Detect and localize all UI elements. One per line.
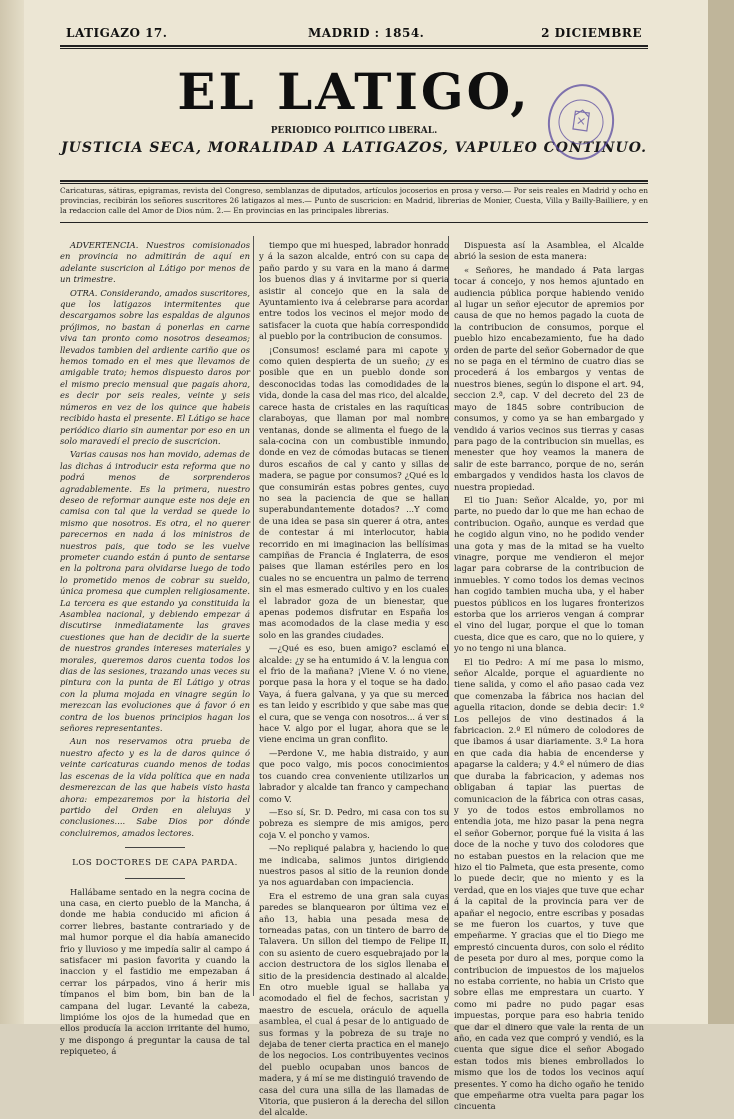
paragraph: « Señores, he mandado á Pata largas tocar á concejo, y nos hemos ajuntado en audiencia pública porque habiendo venido al lugar un señor ejecutor de apremios por causa de que no hemos pagado la cuota de la contribucion de consumos, porque el pueblo hizo encabezamiento, fue ha dado orden de parte del señor Gobernador de que no se paga en el término de cuatro dias se procederá á los embargos y ventas de nuestros bienes, según lo dispone el art. 94, seccion 2.ª, cap. V del decreto del 23 de mayo de 1845 sobre contribucion de consumos, y como ya se han embargado y vendido á varios vecinos sus tierras y casas para pago de la contribucion sin muellas, es menester que hoy veamos la manera de salir de este barranco, porque de no, serán embargados y vendidos hasta los clavos de nuestra propiedad.	[454, 264, 644, 492]
rule	[60, 180, 648, 182]
paragraph: El tio Pedro: A mí me pasa lo mismo, señor Alcalde, porque el aguardiente no tiene salida, y como el año pasao cada vez que comenzaba la fábrica nos hacian del aguella ritacion, donde se debia decir: 1.º Los pellejos de vino destinados á la fabricacion. 2.º El número de colodores de que ibamos á usar diariamente. 3.º La hora en que cada dia habia de encenderse y apagarse la caldera; y 4.º el número de dias que duraba la fabricacion, y ademas nos obligaban á tapiar las puertas de comunicacion de la fábrica con otras casas, y yo de todos estos embrollamos no entendia jota, me hizo pasar la pena negra el señor Gobernor, porque fué la visita á las doce de la noche y tuvo dos colodores que no estaban puestos en la relacion que me hizo el tio Palmeta, que esta presente, como lo puede decir, que no miento y es la verdad, que en los viajes que tuve que echar á la capital de la provincia para ver de apañar el negocio, entre escribas y posadas se me fueron los cuartos, y tuve que empeñarme. Y gracias que el tio Diego me emprestó cincuenta duros, con solo el rédito de peseta por duro al mes, porque como la contribucion de impuestos de los majuelos no estaba corriente, no habia un Cristo que sobre ellas me emprestara un cuarto. Y como mi padre no pudo pagar esas impuestas, porque para eso habria tenido que dar el dinero que vale la renta de un año, en cada vez que compró y vendió, es la cuenta que sigue dice el señor Abogado estan todos mis bienes embrollados lo mismo que los de todos los vecinos aquí presentes. Y como ha dicho ogaño he tenido que empeñarme otra vuelta para pagar los cincuenta	[454, 656, 644, 1112]
paragraph: Aun nos reservamos otra prueba de nuestro afecto y es la de daros quince ó veinte caricaturas cuando menos de todas las escenas de la vida política que en nada desmerezcan de las que habeis visto hasta ahora: empezaremos por la historia del partido del Orden en aleluyas y conclusiones.... Sabe Dios por dónde concluiremos, amados lectores.	[60, 736, 250, 838]
paragraph: —Perdone V., me habia distraido, y aun que poco valgo, mis pocos conocimientos tos cuando crea conveniente utilizarlos un labrador y alcalde tan franco y campechano como V.	[259, 747, 449, 804]
issue-number: LATIGAZO 17.	[66, 26, 168, 40]
issue-date: 2 DICIEMBRE	[541, 26, 642, 40]
paragraph: tiempo que mi huesped, labrador honrado y á la sazon alcalde, entró con su capa de paño pardo y su vara en la mano á darme los buenos dias y á invitarme por si queria asistir al concejo que en la sala de Ayuntamiento iva á celebrarse para acordar entre todos los vecinos el mejor modo de satisfacer la cuota que había correspondido al pueblo por la contribucion de consumos.	[259, 240, 449, 342]
article-heading: LOS DOCTORES DE CAPA PARDA.	[72, 858, 238, 869]
column-rule	[253, 236, 254, 996]
rule	[60, 45, 648, 47]
paragraph: ADVERTENCIA. Nuestros comisionados en provincia no admitirán de aquí en adelante suscricion al Látigo por menos de un trimestre.	[60, 240, 250, 285]
column-3	[454, 240, 644, 1112]
newspaper-subtitle: PERIODICO POLITICO LIBERAL.	[270, 126, 438, 136]
paragraph: El tio Juan: Señor Alcalde, yo, por mi parte, no puedo dar lo que me han echao de contribucion. Ogaño, aunque es verdad que he cogido algun vino, no he podido vender una gota y mas de la mitad se ha vuelto vinagre, porque me vendieron el mejor lagar para cobrarse de la contribucion de inmuebles. Y como todos los demas vecinos han cogido tambien mucha uba, y el haber puestos públicos en los lugares fronterizos estorba que los arrieros vengan á comprar el vino del lugar, porque el que lo toman cuesta, dice que es caro, que no lo quiere, y yo no tengo ni una blanca.	[454, 494, 644, 654]
page-edge	[708, 0, 734, 1024]
newspaper-motto: JUSTICIA SECA, MORALIDAD A LATIGAZOS, VAPULEO CONTINUO.	[60, 140, 648, 156]
paragraph: Dispuesta así la Asamblea, el Alcalde abrió la sesion de esta manera:	[454, 240, 644, 262]
paragraph: —Eso sí, Sr. D. Pedro, mi casa con tos su pobreza es siempre de mis amigos, pero coja V. el poncho y vamos.	[259, 806, 449, 840]
separator	[125, 878, 185, 879]
paragraph: Era el estremo de una gran sala cuyas paredes se blanquearon por última vez el año 13, habia una pesada mesa de torneadas patas, con un tintero de barro de Talavera. Un sillon del tiempo de Felipe II, con su asiento de cuero esquebrajado por la accion destructora de los siglos llenaba el sitio de la presidencia destinado al alcalde. En otro mueble igual se hallaba ya acomodado el fiel de fechos, sacristan y maestro de escuela, oráculo de aquella asamblea, el cual á pesar de lo antiguado de sus formas y la pobreza de su traje no dejaba de tener cierta practica en el manejo de los negocios. Los contribuyentes vecinos del pueblo ocupaban unos bancos de madera, y á mí se me distinguió travendo de casa del cura una silla de las llamadas de Vitoria, que pusieron á la derecha del sillon del alcalde.	[259, 890, 449, 1118]
paragraph: Hallábame sentado en la negra cocina de una casa, en cierto pueblo de la Mancha, á donde me habia conducido mi aficion á correr liebres, bastante contrariado y de mal humor porque el dia había amanecido frio y lluvioso y me impedía salir al campo á satisfacer mi pasion favorita y cuando la inaccion y el fastidio me empezaban á cerrar los párpados, vino á herir mis tímpanos el bim bom, bin ban de la campana del lugar. Levanté la cabeza, limpióme los ojos de la humedad que en ellos producía la accion irritante del humo, y me dispongo á preguntar la causa de tal repiqueteo, á	[60, 886, 250, 1057]
library-stamp	[543, 80, 619, 164]
paragraph: ¡Consumos! esclamé para mi capote y como quien despierta de un sueño; ¿y es posible que en un pueblo donde son desconocidas todas las comodidades de la vida, donde la casa del mas rico, del alcalde, carece hasta de cristales en las raquíticas claraboyas, que llaman por mal nombre ventanas, donde se alimenta el fuego de la sala-cocina con un combustible inmundo, donde en vez de cómodas butacas se tienen duros escaños de cal y canto y sillas de madera, se pague por consumos? ¿Qué es lo que consumirán estas pobres gentes, cuyo no sea la paciencia de que se hallan superabundantemente dotados? ...Y como de una idea se pasa sin querer á otra, antes de contestar á mi interlocutor, habia recorrido en mi imaginacion las bellísimas campiñas de Francia é Inglaterra, de esos paises que llaman estériles pero en los cuales no se encuentra un palmo de terreno sin el mas esmerado cultivo y en los cuales el labrador goza de un bienestar, que apenas podemos disfrutar en España los mas acomodados de la clase media y eso solo en las grandes ciudades.	[259, 344, 449, 640]
newspaper-title: EL LATIGO,	[177, 62, 531, 121]
binding-spine	[0, 0, 24, 1024]
paragraph: OTRA. Considerando, amados suscritores, que los latigazos intermitentes que descargamos sobre las espaldas de algunos prójimos, no bastan á ponerlas en carne viva tan pronto como nosotros deseamos; llevados tambien del ardiente cariño que os hemos tomado en el mes que llevamos de amigable trato; hemos dispuesto daros por el mismo precio mensual que pagais ahora, es decir por seis reales, veinte y seis números en vez de los quince que habeis recibido hasta el presente. El Látigo se hace periódico diario sin aumentar por eso en un solo maravedí el precio de suscricion.	[60, 287, 250, 446]
masthead-dateline	[66, 26, 642, 42]
rule	[60, 183, 648, 184]
column-1	[60, 240, 250, 1057]
separator	[125, 847, 185, 848]
column-2	[259, 240, 449, 1118]
rule	[60, 48, 648, 49]
paragraph: —No repliqué palabra y, haciendo lo que me indicaba, salimos juntos dirigiendo nuestros pasos al sitio de la reunion donde ya nos aguardaban con impaciencia.	[259, 843, 449, 888]
subscription-notice: Caricaturas, sátiras, epigramas, revista del Congreso, semblanzas de diputados, artículos jocoserios en prosa y verso.— Por seis reales en Madrid y ocho en provincias, recibirán los señores suscritores 26 latigazos al mes.— Punto de suscricion: en Madrid, librerias de Monier, Cuesta, Villa y Bailly-Bailliere, y en la redaccion calle del Amor de Dios núm. 2.— En provincias en las principales librerias.	[60, 186, 648, 215]
rule	[60, 222, 648, 223]
paragraph: Varias causas nos han movido, ademas de las dichas á introducir esta reforma que no podrá menos de sorprenderos agradablemente. Es la primera, nuestro deseo de reformar aunque este nos deje en camisa con tal que la verdad se quede lo mismo que nosotros. Es otra, el no querer parecernos en nada á los ministros de nuestros pais, que todo se les vuelve prometer cuando están á punto de sentarse en la poltrona para olvidarse luego de todo lo prometido menos de cobrar su sueldo, única promesa que cumplen religiosamente. La tercera es que estando ya constituida la Asamblea nacional, y debiendo empezar á discutirse inmediatamente las graves cuestiones que han de decidir de la suerte de nuestros grandes intereses materiales y morales, queremos daros cuenta todos los dias de las sesiones, trazando unas veces su pintura con la punta de El Látigo y otras con la pluma mojada en vinagre según lo merezcan las evoluciones que á favor ó en contra de los buenos principios hagan los señores representantes.	[60, 449, 250, 734]
place-year: MADRID : 1854.	[308, 26, 425, 40]
paragraph: —¿Qué es eso, buen amigo? esclamó el alcalde: ¿y se ha entumido á V. la lengua con el frio de la mañana? ¡Viene V. ó no viene, porque pasa la hora y el toque se ha dado. Vaya, á fuera galvana, y ya que su merced es tan leido y escribido y que sabe mas que el cura, que se venga con nosotros... á ver si hace V. algo por el lugar, ahora que se le viene encima un gran conflito.	[259, 643, 449, 745]
